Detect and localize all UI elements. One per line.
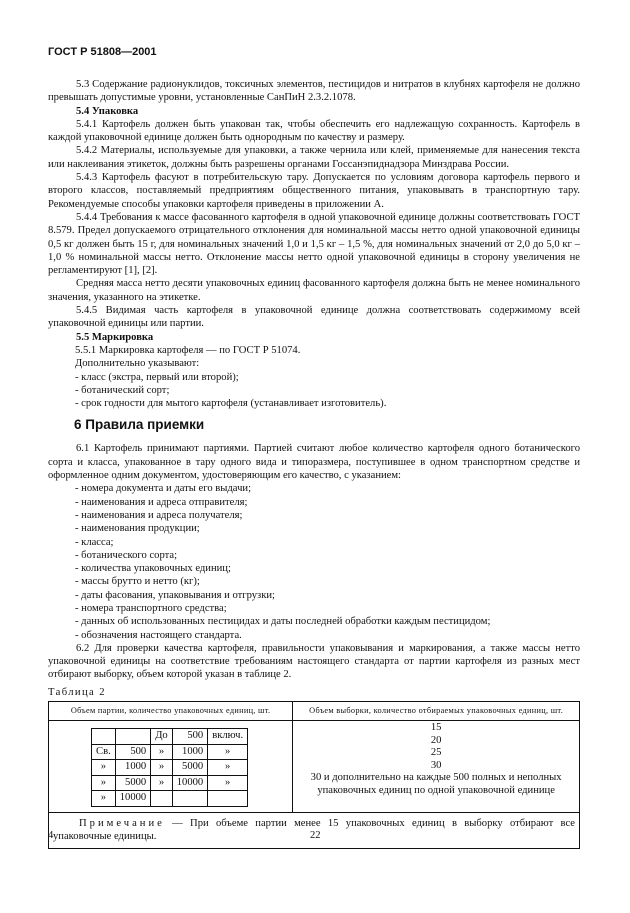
list-item: - номера документа и даты его выдачи; (75, 483, 252, 495)
paragraph-5-4-4: 5.4.4 Требования к массе фасованного картофеля в одной упаковочной единице должны соответствовать ГОСТ 8.579. Предел допускаемого отрицательного отклонения для номинальной массы нетто одной упаковочной единицы 0,5 кг должен быть 15 г, для номинальных значений 1,0 и 1,5 кг – 1,5 %, для номинальных значений от 2,0 до 5,0 кг – 1,0 % номинальной массы нетто. Отклонение массы нетто одной упаковочной единицы в сторону увеличения не регламентируют [1], [2]. (48, 211, 580, 277)
lot-size-ranges (91, 728, 248, 807)
document-code: ГОСТ Р 51808—2001 (48, 46, 157, 58)
paragraph-5-4-5: 5.4.5 Видимая часть картофеля в упаковочной единице должна соответствовать содержимому всей упаковочной единицы или партии. (48, 305, 580, 330)
section-6-title: 6 Правила приемки (74, 417, 205, 433)
paragraph-6-1: 6.1 Картофель принимают партиями. Партией считают любое количество картофеля одного ботанического сорта и класса, упакованное в тару одного вида и типоразмера, поступившее в одном транспортном средстве и оформленное одним документом, удостоверяющим его качество, с указанием: (48, 443, 580, 482)
table-header-lot-size: Объем партии, количество упаковочных единиц, шт. (49, 702, 293, 721)
paragraph-5-4-1: 5.4.1 Картофель должен быть упакован так, чтобы обеспечить его надлежащую сохранность. Картофель в каждой упаковочной единице должен быть однородным по качеству и размеру. (48, 118, 580, 144)
list-item: - наименования продукции; (75, 523, 200, 535)
paragraph-5-5-1: 5.5.1 Маркировка картофеля — по ГОСТ Р 51074. (75, 344, 301, 356)
note-text: — При объеме партии менее 15 упаковочных единиц в выборку отбирают все упаковочные единицы. (53, 818, 575, 843)
list-item: - наименования и адреса получателя; (75, 509, 243, 521)
list-item: - класс (экстра, первый или второй); (75, 371, 239, 383)
list-item: - номера транспортного средства; (75, 602, 227, 614)
paragraph-5-4-3: 5.4.3 Картофель фасуют в потребительскую тару. Допускается по условиям договора картофель первого и второго классов, поставляемый предприятиям общественного питания, упаковывать в транспортную тару. Рекомендуемые способы упаковки картофеля приведены в приложении А. (48, 172, 580, 210)
list-item: - даты фасования, упаковывания и отгрузки; (75, 589, 275, 601)
table-row: » 5000 » 10000 » (92, 775, 248, 791)
page-number-left: 4 (48, 830, 54, 841)
sample-value: 20 (430, 734, 442, 746)
paragraph-5-5-intro: Дополнительно указывают: (75, 358, 200, 370)
sample-size-cell (293, 721, 580, 813)
table-row: » 10000 (92, 791, 248, 807)
list-item: - ботанического сорта; (75, 549, 178, 561)
paragraph-6-2: 6.2 Для проверки качества картофеля, правильности упаковывания и маркирования, а также массы нетто упаковочной единицы на соответствие требованиям настоящего стандарта от партии картофеля из разных мест отбирают выборку, объем которой указан в таблице 2. (48, 642, 580, 681)
table-caption: Таблица 2 (48, 686, 106, 698)
sample-value: 30 (430, 759, 442, 771)
page-number-center: 22 (310, 830, 321, 841)
note-label: Примечание (79, 818, 165, 830)
list-item: - срок годности для мытого картофеля (устанавливает изготовитель). (75, 398, 387, 410)
paragraph-5-4-2: 5.4.2 Материалы, используемые для упаковки, а также чернила или клей, применяемые для нанесения текста или наклеивания этикеток, должны быть разрешены органами Госсанэпиднадзора Минздрава России. (48, 145, 580, 170)
table-row: До 500 включ. (92, 729, 248, 745)
table-2 (48, 701, 580, 849)
sample-value: 25 (430, 747, 442, 759)
table-row: » 1000 » 5000 » (92, 760, 248, 776)
list-item: - класса; (75, 536, 114, 548)
lot-size-cell (49, 721, 293, 813)
heading-5-4: 5.4 Упаковка (76, 105, 139, 117)
list-item: - данных об использованных пестицидах и даты последней обработки каждым пестицидом; (75, 616, 491, 628)
paragraph-5-4-4-continued: Средняя масса нетто десяти упаковочных единиц фасованного картофеля должна быть не менее номинального значения, указанного на этикетке. (48, 278, 580, 303)
list-item: - обозначения настоящего стандарта. (75, 629, 242, 641)
sample-value-extra: 30 и дополнительно на каждые 500 полных и неполных упаковочных единиц по одной упаковочной единице (310, 772, 562, 797)
sample-value: 15 (430, 722, 442, 734)
heading-5-5: 5.5 Маркировка (76, 331, 154, 343)
page-content (48, 78, 580, 849)
table-row: Св. 500 » 1000 » (92, 744, 248, 760)
list-item: - ботанический сорт; (75, 384, 170, 396)
list-item: - количества упаковочных единиц; (75, 563, 231, 575)
list-item: - наименования и адреса отправителя; (75, 496, 248, 508)
list-item: - массы брутто и нетто (кг); (75, 576, 200, 588)
paragraph-5-3: 5.3 Содержание радионуклидов, токсичных элементов, пестицидов и нитратов в клубнях картофеля не должно превышать допустимые уровни, установленные СанПиН 2.3.2.1078. (48, 79, 580, 104)
table-header-sample-size: Объем выборки, количество отбираемых упаковочных единиц, шт. (293, 702, 580, 721)
